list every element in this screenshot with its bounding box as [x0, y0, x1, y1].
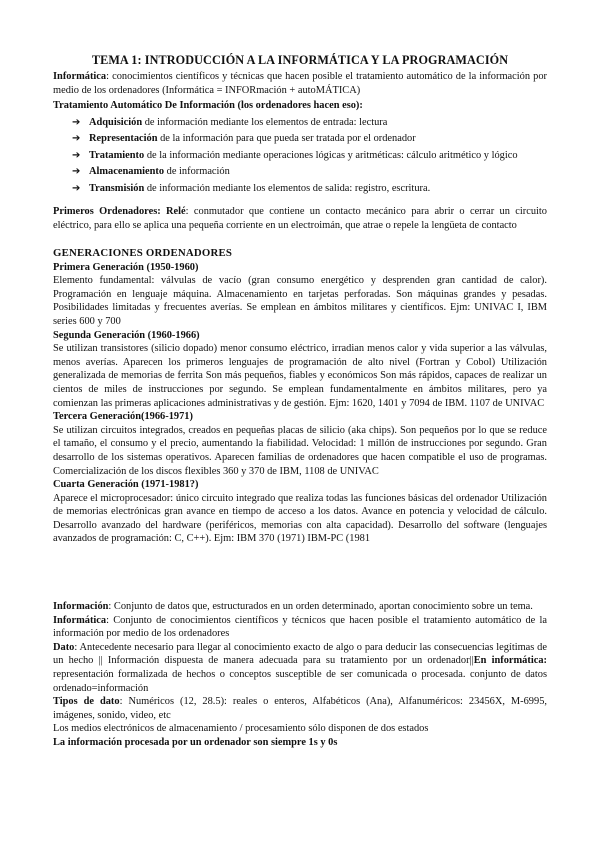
tipos-term: Tipos de dato — [53, 696, 120, 708]
final-statement: La información procesada por un ordenador son siempre 1s y 0s — [53, 736, 338, 748]
generation-text: Aparece el microprocesador: único circuito integrado que realiza todas las funciones básicas del ordenador Utilización de memorias electrónicas gran avance en tiempo de acceso a los datos. Avance en potencia y velocidad de cálculo. Desarrollo avanzado del hardware (periféricos, memorias con alta capacidad). Desarrollo del software (lenguajes avanzados de programación: C, C++). Ejm: IBM 370 (1971) IBM-PC (1981 — [53, 492, 547, 545]
bullet-term: Adquisición — [89, 117, 143, 128]
dato-term: Dato — [53, 641, 75, 653]
dato-definition — [53, 641, 547, 695]
tipos-dato — [53, 695, 547, 722]
bullet-term: Almacenamiento — [89, 166, 165, 178]
informatica-definition-2 — [53, 614, 547, 641]
bullet-item — [72, 182, 542, 198]
bullet-text: de información mediante los elementos de entrada: lectura — [142, 117, 388, 128]
bullet-item — [72, 116, 542, 132]
tratamiento-bullet-list — [72, 116, 542, 198]
tipos-text: : Numéricos (12, 28.5): reales o enteros, Alfabéticos (Ana), Alfanuméricos: 23456X, M-6995, imágenes, sonido, video, etc — [53, 696, 547, 721]
informacion-definition — [53, 600, 547, 614]
generation-title: Primera Generación (1950-1960) — [53, 261, 199, 273]
generation-title: Segunda Generación (1960-1966) — [53, 329, 200, 341]
bullet-term: Representación — [89, 133, 158, 145]
generation-text: Se utilizan transistores (silicio dopado) menor consumo eléctrico, irradian menos calor y vida superior a las válvulas, menos averías. Aparecen los primeros lenguajes de programación de alto nivel (Fortran y Cobol) Utilización generalizada de memorias de ferrita Son más pequeños, fiables y económicos Son más rápidos, capaces de realizar un cientos de miles de instrucciones por segundo. Se emplean fundamentalmente en ámbitos militares, pero ya comienzan las primeras aplicaciones administrativas y de gestión. Ejm: 1620, 1401 y 7094 de IBM. 1107 de UNIVAC — [53, 343, 547, 409]
bullet-text: de la información mediante operaciones lógicas y aritméticas: cálculo aritmético y lógico — [144, 149, 518, 161]
informatica-term: Informática — [53, 71, 107, 82]
arrow-icon: ➔ — [72, 182, 81, 194]
informacion-text: : Conjunto de datos que, estructurados en un orden determinado, aportan conocimiento sobre un tema. — [108, 601, 533, 612]
arrow-icon: ➔ — [72, 117, 81, 128]
generaciones-heading: GENERACIONES ORDENADORES — [53, 247, 233, 259]
generaciones-section — [53, 247, 547, 546]
primeros-ordenadores — [53, 205, 547, 232]
bullet-text: de la información para que pueda ser tratada por el ordenador — [157, 133, 416, 145]
definiciones-section — [53, 600, 547, 750]
informacion-term: Información — [53, 601, 109, 612]
tratamiento-heading — [53, 99, 547, 113]
tratamiento-heading-text: Tratamiento Automático De Información (los ordenadores hacen eso): — [53, 100, 363, 111]
en-informatica-term: En informática: — [473, 655, 547, 667]
informatica-term-2: Informática — [53, 614, 107, 626]
generation-title: Cuarta Generación (1971-1981?) — [53, 479, 199, 491]
generation-title: Tercera Generación(1966-1971) — [53, 411, 193, 423]
bullet-term: Transmisión — [89, 182, 145, 194]
bullet-text: de información mediante los elementos de salida: registro, escritura. — [144, 182, 431, 194]
arrow-icon: ➔ — [72, 149, 81, 161]
informatica-definition: : conocimientos científicos y técnicas que hacen posible el tratamiento automático de la información por medio de los ordenadores (Informática = INFORmación + autoMÁTICA) — [53, 71, 547, 96]
bullet-item — [72, 149, 542, 165]
bullet-item — [72, 165, 542, 181]
medios-text: Los medios electrónicos de almacenamiento / procesamiento sólo disponen de dos estados — [53, 723, 429, 735]
arrow-icon: ➔ — [72, 166, 81, 178]
dato-text: : Antecedente necesario para llegar al conocimiento exacto de algo o para deducir las consecuencias legítimas de un hecho || Información dispuesta de manera adecuada para su tratamiento por un ordenador|| — [53, 641, 547, 667]
generation-text: Se utilizan circuitos integrados, creados en pequeñas placas de silicio (aka chips). Son pequeños por lo que se reduce el tamaño, el consumo y el precio, aumentando la fiabilidad. Velocidad: 1 millón de instrucciones por segundo. Gran desarrollo de los sistemas operativos. Aparecen familias de ordenadores que hacen compatible el uso de programas. Comercialización de los discos flexibles 360 y 370 de IBM, 1108 de UNIVAC — [53, 424, 547, 477]
document-title: TEMA 1: INTRODUCCIÓN A LA INFORMÁTICA Y LA PROGRAMACIÓN — [91, 53, 509, 67]
intro-informatica — [53, 70, 547, 97]
informatica-text-2: : Conjunto de conocimientos científicos y técnicos que hacen posible el tratamiento automático de la información por medio de los ordenadores — [53, 614, 547, 640]
generation-text: Elemento fundamental: válvulas de vacío (gran consumo energético y desprenden gran cantidad de calor). Programación en lenguaje máquina. Almacenamiento en tarjetas perforadas. Son máquinas grandes y pesadas. Posibilidades limitadas y frecuentes averías. Se emplean en ámbitos militares y científicos. Ejm: UNIVAC I, IBM series 600 y 700 — [53, 275, 547, 327]
primeros-text: : conmutador que contiene un contacto mecánico para abrir o cerrar un circuito eléctrico, para ello se aplica una pequeña corriente en un electroimán, que atrae o repele la lengüeta de contacto — [53, 206, 547, 231]
arrow-icon: ➔ — [72, 133, 81, 145]
bullet-term: Tratamiento — [89, 149, 145, 161]
en-informatica-text: representación formalizada de hechos o conceptos susceptible de ser comunicada o procesada. conjunto de datos ordenado=información — [53, 668, 547, 694]
bullet-text: de información — [164, 166, 230, 178]
bullet-item — [72, 132, 542, 148]
primeros-term: Primeros Ordenadores: Relé — [53, 206, 186, 217]
